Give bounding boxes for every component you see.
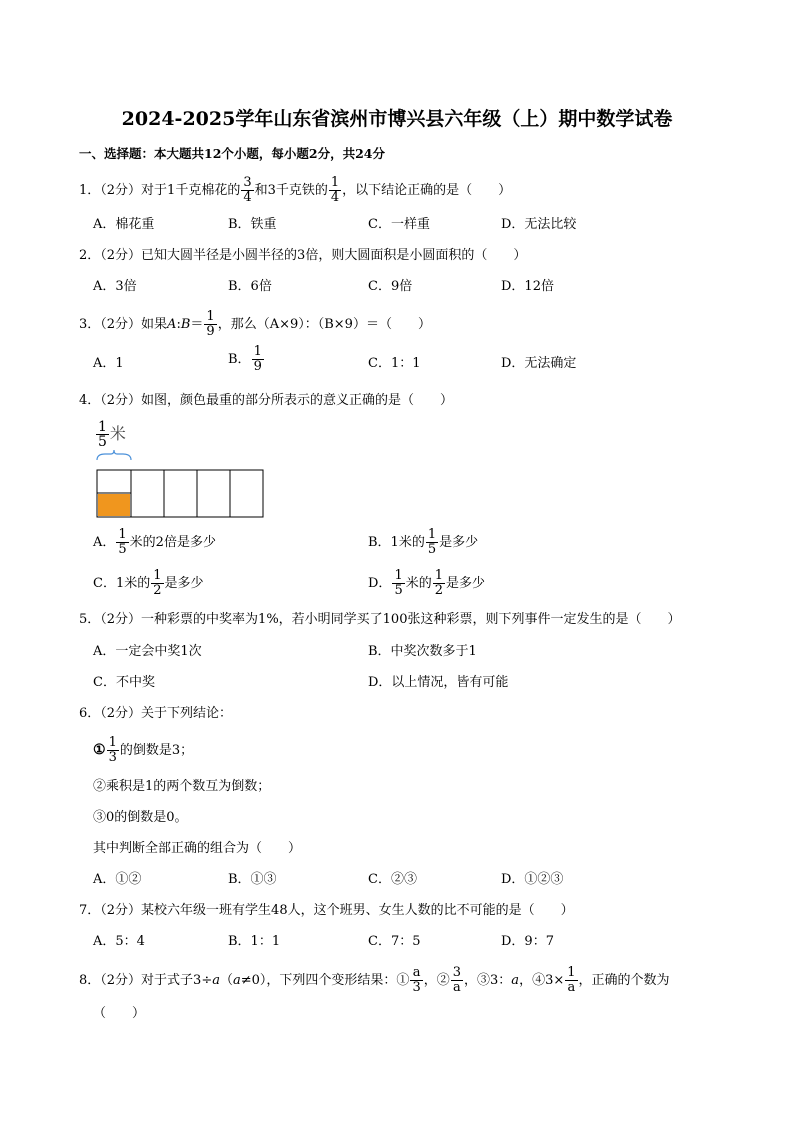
strip-cell-4 (197, 470, 230, 517)
section-heading: 一、选择题：本大题共12个小题，每小题2分，共24分 (79, 146, 385, 161)
q1-option-b[interactable]: B．铁重 (228, 217, 277, 232)
strip-cell-1-shaded (98, 494, 130, 516)
q3-option-b[interactable]: B． $\frac{1}{9}$ (228, 344, 262, 374)
q8-answer-paren: （ ） (93, 1006, 146, 1021)
q6-prompt: 其中判断全部正确的组合为（ ） (93, 841, 302, 856)
question-6: 6．（2分）关于下列结论： (79, 706, 233, 721)
q5-option-b[interactable]: B．中奖次数多于1 (368, 644, 477, 659)
q4-option-a[interactable]: A． $\frac{1}{5}$ 米的2倍是多少 (93, 527, 216, 557)
fraction-3-4: $\frac{3}{4}$ (243, 175, 252, 205)
q3-option-c[interactable]: C．1：1 (368, 356, 421, 371)
q3-option-a[interactable]: A．1 (93, 356, 124, 371)
q6-statement-2: ②乘积是1的两个数互为倒数； (93, 779, 271, 794)
question-8: 8．（2分）对于式子3÷a（a≠0），下列四个变形结果：① $\frac{a}{3}$ ，② $\frac{3}{a}$ ，③3：a，④3× $\frac{1}{a}$ ，正确的个数为 (79, 965, 670, 995)
strip-diagram (93, 450, 273, 520)
q4-figure (93, 420, 273, 520)
q7-option-a[interactable]: A．5：4 (93, 934, 145, 949)
q6-statement-1: ① $\frac{1}{3}$ 的倒数是3； (93, 735, 194, 765)
fraction-1-9: $\frac{1}{9}$ (206, 309, 215, 339)
q5-option-d[interactable]: D．以上情况，皆有可能 (368, 675, 509, 690)
q1-option-a[interactable]: A．棉花重 (93, 217, 155, 232)
q5-option-c[interactable]: C．不中奖 (93, 675, 155, 690)
brace (97, 450, 131, 460)
question-3: 3．（2分）如果A:B＝ $\frac{1}{9}$ ，那么（A×9）：（B×9）＝（ ） (79, 309, 431, 339)
question-1: 1．（2分）对于1千克棉花的 $\frac{3}{4}$ 和3千克铁的 $\frac{1}{4}$ ，以下结论正确的是（ ） (79, 175, 512, 205)
q2-option-b[interactable]: B．6倍 (228, 279, 272, 294)
q6-option-a[interactable]: A．①② (93, 872, 142, 887)
q3-option-d[interactable]: D．无法确定 (501, 356, 577, 371)
q7-option-d[interactable]: D．9：7 (501, 934, 554, 949)
q2-option-a[interactable]: A．3倍 (93, 279, 137, 294)
question-4: 4．（2分）如图，颜色最重的部分所表示的意义正确的是（ ） (79, 393, 454, 408)
q7-option-b[interactable]: B．1：1 (228, 934, 281, 949)
q6-statement-3: ③0的倒数是0。 (93, 810, 188, 825)
q7-option-c[interactable]: C．7：5 (368, 934, 421, 949)
q2-option-d[interactable]: D．12倍 (501, 279, 554, 294)
figure-label: $\frac{1}{5}$ 米 (98, 419, 126, 450)
q5-option-a[interactable]: A．一定会中奖1次 (93, 644, 202, 659)
q6-option-d[interactable]: D．①②③ (501, 872, 564, 887)
q4-option-b[interactable]: B．1米的 $\frac{1}{5}$ 是多少 (368, 527, 479, 557)
q6-option-b[interactable]: B．①③ (228, 872, 277, 887)
fraction-1-4: $\frac{1}{4}$ (330, 175, 340, 205)
strip-cell-5 (230, 470, 263, 517)
q6-option-c[interactable]: C．②③ (368, 872, 417, 887)
page-title: 2024-2025学年山东省滨州市博兴县六年级（上）期中数学试卷 (121, 108, 673, 130)
question-7: 7．（2分）某校六年级一班有学生48人，这个班男、女生人数的比不可能的是（ ） (79, 903, 574, 918)
q1-option-c[interactable]: C．一样重 (368, 217, 430, 232)
question-2: 2．（2分）已知大圆半径是小圆半径的3倍，则大圆面积是小圆面积的（ ） (79, 248, 527, 263)
q4-option-c[interactable]: C．1米的 $\frac{1}{2}$ 是多少 (93, 568, 204, 598)
strip-cell-2 (131, 470, 164, 517)
q1-option-d[interactable]: D．无法比较 (501, 217, 577, 232)
question-5: 5．（2分）一种彩票的中奖率为1%，若小明同学买了100张这种彩票，则下列事件一定发生的是（ ） (79, 612, 681, 627)
strip-cell-3 (164, 470, 197, 517)
q4-option-d[interactable]: D． $\frac{1}{5}$ 米的 $\frac{1}{2}$ 是多少 (368, 568, 486, 598)
q2-option-c[interactable]: C．9倍 (368, 279, 413, 294)
